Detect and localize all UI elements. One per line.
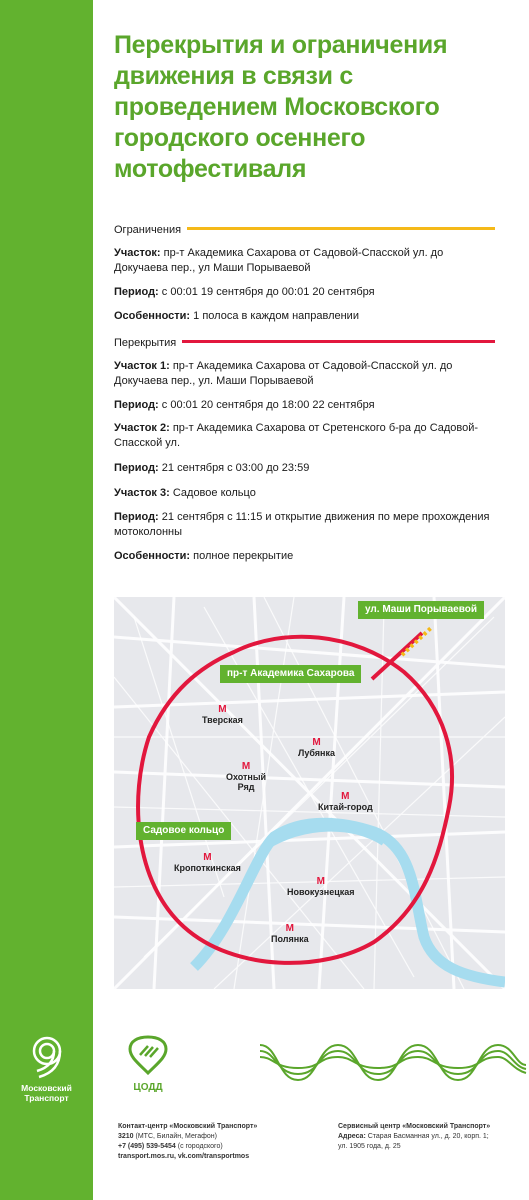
item-text: 21 сентября с 11:15 и открытие движения по мере прохождения мотоколонны — [114, 511, 490, 538]
website-links[interactable]: transport.mos.ru, vk.com/transportmos — [118, 1153, 250, 1160]
closures-heading-text: Перекрытия — [114, 337, 182, 349]
restriction-line — [402, 627, 432, 655]
metro-okhotny-ryad — [225, 762, 267, 792]
restrictions-item-3 — [114, 309, 499, 324]
map-drawing — [114, 597, 505, 989]
metro-icon: М — [203, 852, 212, 863]
decorative-wave-pattern — [258, 1035, 528, 1085]
metro-kropotkinskaya — [174, 853, 241, 873]
metro-icon: М — [241, 761, 251, 772]
metro-label: Новокузнецкая — [287, 887, 355, 897]
metro-polyanka — [271, 924, 309, 944]
metro-icon: М — [316, 876, 325, 887]
item-text: полное перекрытие — [190, 550, 294, 562]
metro-icon: М — [341, 791, 350, 802]
item-label: Участок 2: — [114, 422, 170, 434]
service-center-info — [338, 1122, 490, 1152]
metro-label: Лубянка — [298, 748, 335, 758]
metro-label: Кропоткинская — [174, 863, 241, 873]
codd-pin-icon — [126, 1035, 170, 1075]
metro-icon: М — [218, 704, 227, 715]
metro-icon: М — [285, 923, 294, 934]
closures-item-2 — [114, 398, 499, 413]
item-text: 21 сентября с 03:00 до 23:59 — [158, 462, 310, 474]
closures-item-6 — [114, 510, 499, 540]
restrictions-item-1 — [114, 246, 499, 276]
metro-label: Полянка — [271, 934, 309, 944]
closures-heading — [114, 333, 495, 349]
route-map — [114, 597, 505, 989]
avenue-label: пр-т Академика Сахарова — [220, 665, 361, 683]
contact-center-title: Контакт-центр «Московский Транспорт» — [118, 1123, 258, 1130]
closures-item-3 — [114, 421, 499, 451]
item-label: Период: — [114, 462, 159, 474]
closures-item-5 — [114, 486, 499, 501]
sidebar — [0, 0, 93, 1200]
nine-logo-icon — [27, 1035, 67, 1079]
service-center-title: Сервисный центр «Московский Транспорт» — [338, 1123, 491, 1130]
restrictions-item-2 — [114, 285, 499, 300]
brand-line-1: Московский — [21, 1083, 72, 1093]
metro-novokuznetskaya — [287, 877, 355, 897]
short-phone-note: (МТС, Билайн, Мегафон) — [133, 1133, 217, 1140]
codd-logo — [118, 1035, 178, 1093]
metro-icon: М — [312, 737, 321, 748]
item-label: Период: — [114, 511, 159, 523]
item-label: Особенности: — [114, 550, 191, 562]
street-label-porivaevoy: ул. Маши Порываевой — [358, 601, 484, 619]
item-text: с 00:01 19 сентября до 00:01 20 сентября — [158, 286, 375, 298]
item-text: пр-т Академика Сахарова от Садовой-Спасской ул. до Докучаева пер., ул. Маши Порываевой — [114, 360, 453, 387]
address-2: ул. 1905 года, д. 25 — [338, 1143, 401, 1150]
codd-label: ЦОДД — [133, 1082, 163, 1093]
metro-label: Тверская — [202, 715, 243, 725]
restrictions-heading-text: Ограничения — [114, 224, 187, 236]
closures-item-7 — [114, 549, 499, 564]
item-label: Период: — [114, 286, 159, 298]
item-text: пр-т Академика Сахарова от Сретенского б-ра до Садовой-Спасской ул. — [114, 422, 479, 449]
item-label: Участок 1: — [114, 360, 170, 372]
item-text: 1 полоса в каждом направлении — [190, 310, 359, 322]
item-text: с 00:01 20 сентября до 18:00 22 сентября — [158, 399, 375, 411]
ring-label: Садовое кольцо — [136, 822, 231, 840]
city-phone-note: (с городского) — [175, 1143, 223, 1150]
brand-line-2: Транспорт — [24, 1093, 69, 1103]
short-phone[interactable]: 3210 — [118, 1133, 134, 1140]
page-title: Перекрытия и ограничения движения в связи с проведением Московского городского осеннего мотофестиваля — [114, 31, 448, 183]
address-label: Адреса: — [338, 1133, 366, 1140]
closures-item-4 — [114, 461, 499, 476]
closures-item-1 — [114, 359, 499, 389]
metro-label: Охотный Ряд — [225, 772, 267, 792]
item-text: пр-т Академика Сахарова от Садовой-Спасской ул. до Докучаева пер., ул Маши Порываевой — [114, 247, 444, 274]
contact-center-info — [118, 1122, 257, 1162]
item-label: Участок: — [114, 247, 161, 259]
city-phone[interactable]: +7 (495) 539-5454 — [118, 1143, 176, 1150]
metro-label: Китай-город — [318, 802, 373, 812]
item-label: Участок 3: — [114, 487, 170, 499]
metro-kitay-gorod — [318, 792, 373, 812]
metro-tverskaya — [202, 705, 243, 725]
metro-lubyanka — [298, 738, 335, 758]
item-label: Период: — [114, 399, 159, 411]
moscow-transport-logo — [0, 1035, 93, 1103]
address-1: Старая Басманная ул., д. 20, корп. 1; — [365, 1133, 489, 1140]
restrictions-heading — [114, 220, 495, 236]
item-label: Особенности: — [114, 310, 191, 322]
item-text: Садовое кольцо — [169, 487, 256, 499]
